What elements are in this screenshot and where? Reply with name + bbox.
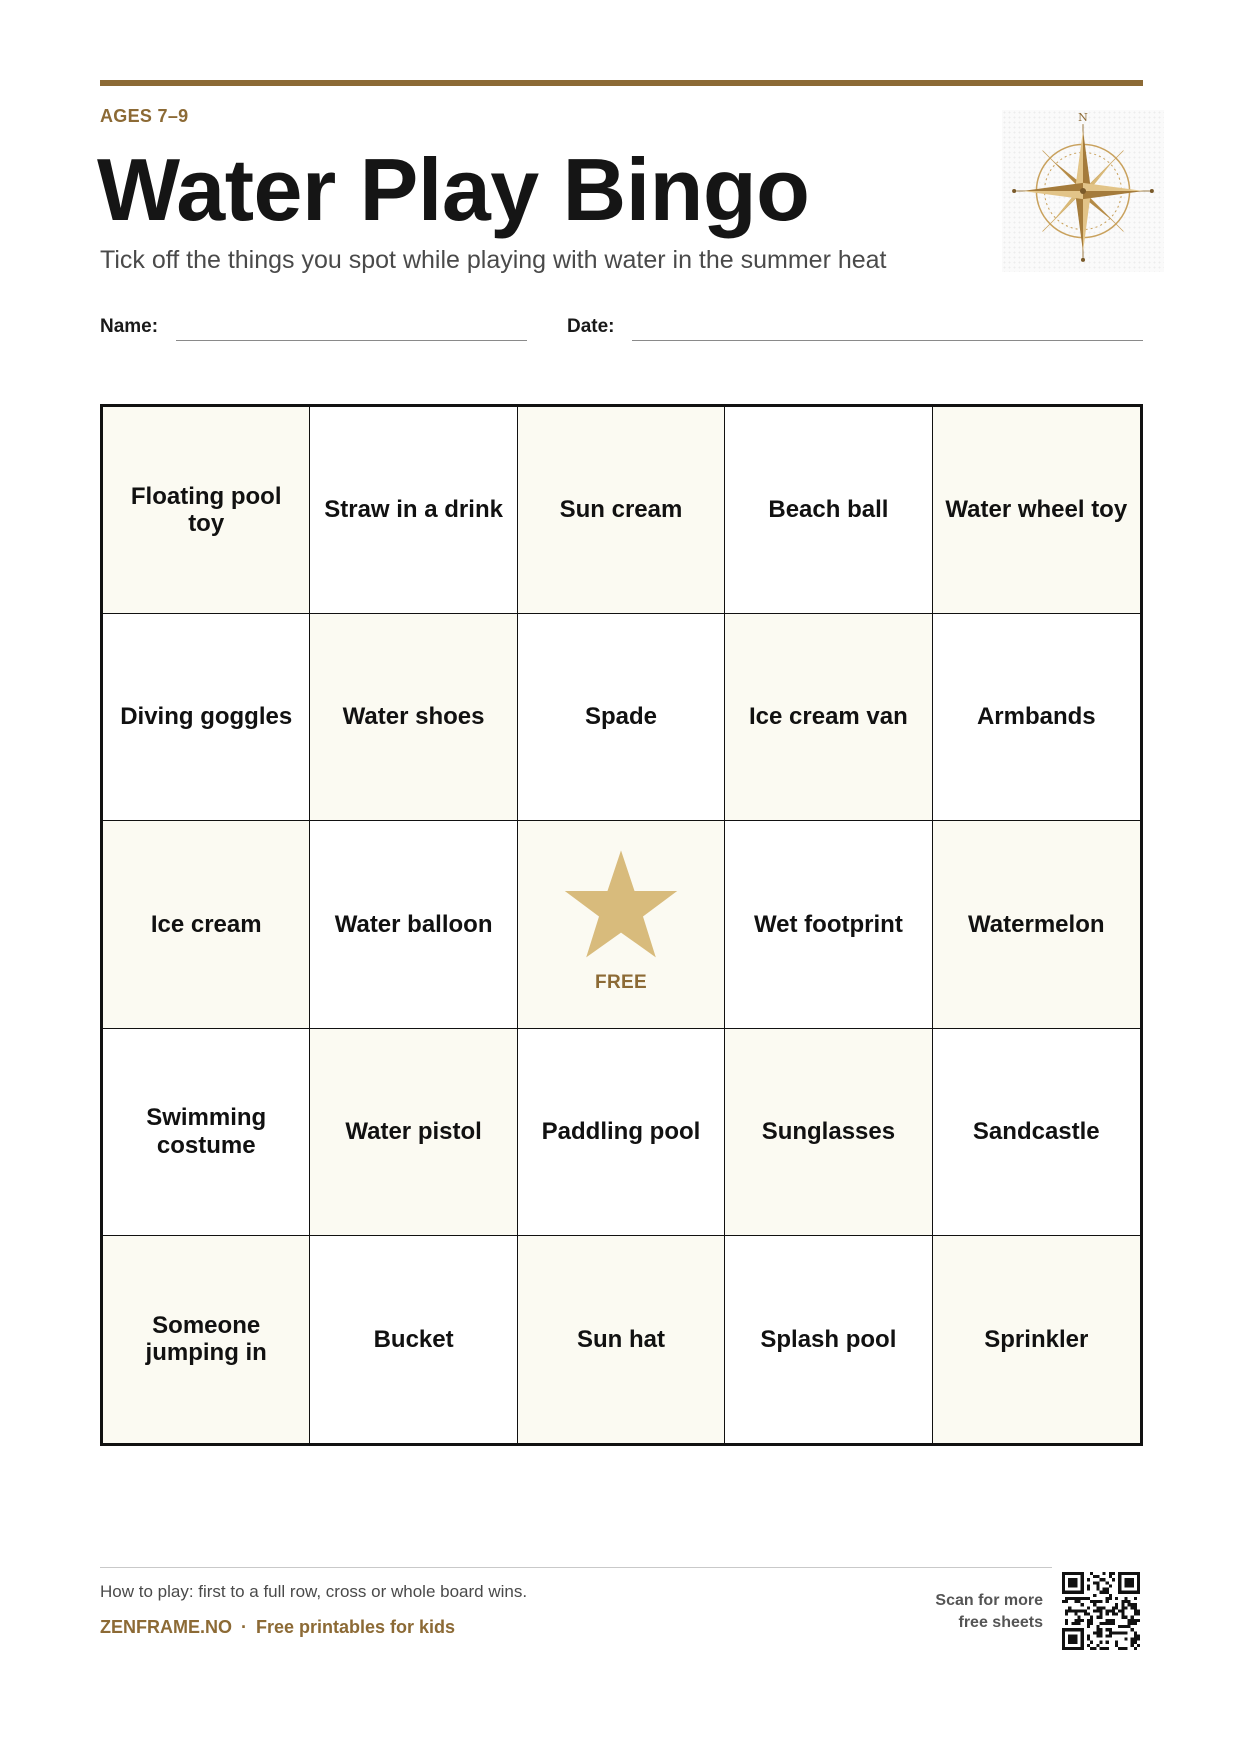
brand-separator: · xyxy=(241,1617,247,1637)
bingo-cell[interactable] xyxy=(933,821,1140,1028)
bingo-cell-label: Sunglasses xyxy=(761,1117,896,1145)
bingo-cell-label: Wet footprint xyxy=(753,910,903,938)
bingo-cell[interactable] xyxy=(310,1029,517,1236)
bingo-cell[interactable] xyxy=(518,407,725,614)
page-title: Water Play Bingo xyxy=(97,140,810,239)
bingo-board xyxy=(100,404,1143,1446)
bingo-cell[interactable] xyxy=(725,821,932,1028)
age-range-label: AGES 7–9 xyxy=(100,106,189,126)
svg-text:N: N xyxy=(1078,111,1088,125)
star-icon xyxy=(560,848,682,964)
scan-prompt xyxy=(935,1590,1043,1635)
bingo-cell-label: Water shoes xyxy=(342,703,485,731)
bingo-cell[interactable] xyxy=(103,407,310,614)
qr-code-icon[interactable] xyxy=(1062,1572,1140,1650)
bingo-cell[interactable] xyxy=(518,614,725,821)
bingo-cell-label: Floating pool toy xyxy=(130,482,282,538)
name-label: Name: xyxy=(100,316,159,337)
bingo-cell[interactable] xyxy=(310,614,517,821)
bingo-cell[interactable] xyxy=(725,1236,932,1443)
bingo-cell[interactable] xyxy=(310,1236,517,1443)
bingo-cell-label: Paddling pool xyxy=(541,1117,701,1145)
bingo-cell-label: Water wheel toy xyxy=(945,496,1128,524)
bingo-cell-label: Beach ball xyxy=(768,496,889,524)
how-to-play-text: How to play: first to a full row, cross or whole board wins. xyxy=(100,1582,528,1601)
bingo-cell-label: Sandcastle xyxy=(972,1117,1100,1145)
bingo-cell-label: Water balloon xyxy=(334,910,493,938)
compass-rose-icon xyxy=(1002,110,1164,272)
bingo-cell-label: Swimming costume xyxy=(146,1104,267,1159)
bingo-cell-label: Straw in a drink xyxy=(324,496,503,524)
bingo-cell-label: Ice cream van xyxy=(749,703,908,731)
bingo-cell-free[interactable] xyxy=(518,821,725,1028)
bingo-cell-label: Sun hat xyxy=(576,1325,665,1353)
bingo-cell-label: Armbands xyxy=(976,703,1096,731)
bingo-cell-label: Bucket xyxy=(373,1325,454,1353)
bingo-cell[interactable] xyxy=(103,1236,310,1443)
page-subtitle: Tick off the things you spot while playing with water in the summer heat xyxy=(100,246,887,274)
bingo-cell[interactable] xyxy=(518,1029,725,1236)
scan-line-1: Scan for more xyxy=(935,1592,1043,1609)
bingo-cell[interactable] xyxy=(725,407,932,614)
bingo-cell[interactable] xyxy=(725,614,932,821)
scan-line-2: free sheets xyxy=(958,1614,1043,1632)
bingo-cell-label: Sprinkler xyxy=(984,1325,1089,1353)
bingo-cell[interactable] xyxy=(933,614,1140,821)
bingo-cell[interactable] xyxy=(103,821,310,1028)
brand-name: ZENFRAME.NO xyxy=(100,1617,232,1637)
bingo-cell[interactable] xyxy=(725,1029,932,1236)
footer-rule xyxy=(100,1567,1052,1568)
bingo-cell-label: Water pistol xyxy=(345,1117,482,1145)
bingo-cell-label: Splash pool xyxy=(760,1325,897,1353)
bingo-cell-label: Someone jumping in xyxy=(145,1311,267,1367)
bingo-cell-label: Spade xyxy=(584,703,657,731)
bingo-cell-label: Sun cream xyxy=(559,496,683,524)
bingo-cell[interactable] xyxy=(310,821,517,1028)
bingo-cell-label: Ice cream xyxy=(150,910,262,938)
top-rule xyxy=(100,80,1143,86)
bingo-cell[interactable] xyxy=(933,407,1140,614)
bingo-cell[interactable] xyxy=(103,1029,310,1236)
bingo-cell[interactable] xyxy=(310,407,517,614)
free-label: FREE xyxy=(595,972,647,994)
bingo-cell[interactable] xyxy=(933,1029,1140,1236)
bingo-cell-label: Watermelon xyxy=(968,910,1105,938)
date-field[interactable] xyxy=(632,340,1143,341)
brand-tagline: Free printables for kids xyxy=(256,1617,456,1637)
bingo-cell-label: Diving goggles xyxy=(120,703,293,731)
bingo-cell[interactable] xyxy=(518,1236,725,1443)
bingo-cell[interactable] xyxy=(103,614,310,821)
date-label: Date: xyxy=(567,316,615,337)
name-field[interactable] xyxy=(176,340,527,341)
bingo-cell[interactable] xyxy=(933,1236,1140,1443)
brand-line xyxy=(100,1617,455,1638)
